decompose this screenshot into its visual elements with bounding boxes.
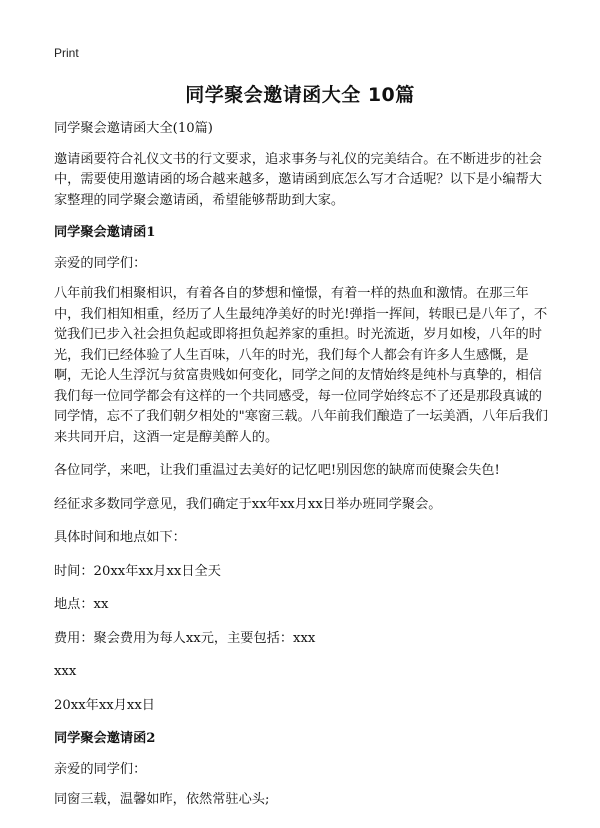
section-1-decision: 经征求多数同学意见，我们确定于xx年xx月xx日举办班同学聚会。 (54, 496, 442, 512)
section-1-body: 八年前我们相聚相识，有着各自的梦想和憧憬，有着一样的热血和激情。在那三年中，我们相知相重，经历了人生最纯净美好的时光!弹指一挥间，转眼已是八年了，不觉我们已步入社会担负起或即将担负起养家的重担。时光流逝，岁月如梭，八年的时光，我们已经体验了人生百味，八年的时光，我们每个人都会有许多人生感慨，是啊，无论人生浮沉与贫富贵贱如何变化，同学之间的友情始终是纯朴与真挚的，相信我们每一位同学都会有这样的一个共同感受，每一位同学始终忘不了还是那段真诚的同学情，忘不了我们朝夕相处的"寒窗三载。八年前我们酿造了一坛美酒，八年后我们来共同开启，这酒一定是醇美醉人的。 (54, 286, 548, 445)
event-fee: 费用：聚会费用为每人xx元，主要包括：xxx (54, 630, 316, 646)
signature: xxx (54, 664, 77, 679)
signature-date: 20xx年xx月xx日 (54, 697, 155, 713)
section-heading-1: 同学聚会邀请函1 (54, 225, 156, 240)
document-subtitle: 同学聚会邀请函大全(10篇) (54, 121, 213, 136)
greeting-2: 亲爱的同学们： (54, 761, 147, 777)
event-place: 地点：xx (54, 597, 109, 612)
greeting-1: 亲爱的同学们： (54, 255, 147, 271)
event-time: 时间：20xx年xx月xx日全天 (54, 563, 221, 579)
section-1-call: 各位同学，来吧，让我们重温过去美好的记忆吧!别因您的缺席而使聚会失色! (54, 463, 500, 478)
document-title: 同学聚会邀请函大全 10篇 (185, 84, 415, 106)
details-intro: 具体时间和地点如下： (54, 530, 186, 545)
section-2-body: 同窗三载，温馨如昨，依然常驻心头; (54, 792, 270, 807)
print-label: Print (54, 46, 79, 60)
intro-paragraph: 邀请函要符合礼仪文书的行文要求，追求事务与礼仪的完美结合。在不断进步的社会中，需要使用邀请函的场合越来越多，邀请函到底怎么写才合适呢？以下是小编帮大家整理的同学聚会邀请函，希望能够帮助到大家。 (54, 151, 542, 208)
section-heading-2: 同学聚会邀请函2 (54, 731, 156, 746)
document-body (54, 119, 554, 824)
